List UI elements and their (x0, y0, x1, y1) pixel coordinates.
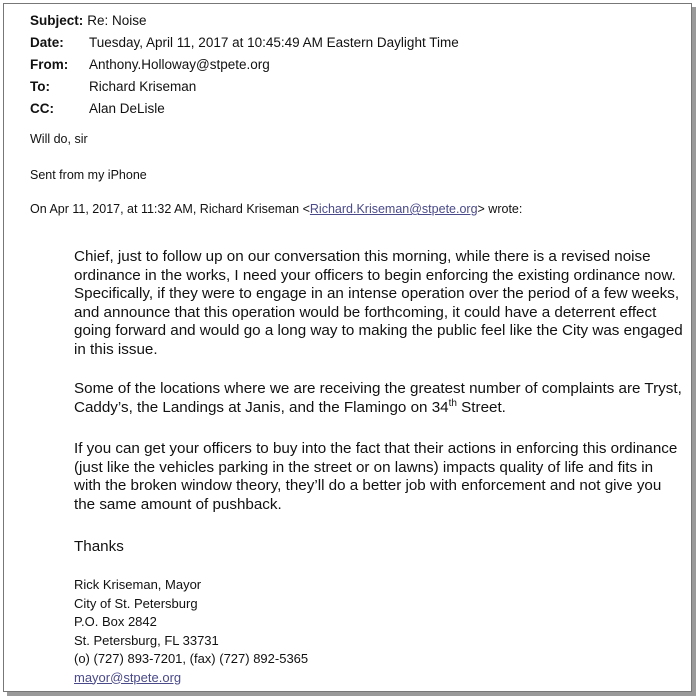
reply-text: Will do, sir (30, 132, 88, 146)
signature-email-link[interactable]: mayor@stpete.org (74, 669, 182, 685)
signature-box: P.O. Box 2842 (74, 614, 157, 629)
signature-phone: (o) (727) 893-7201, (fax) (727) 892-5365 (74, 651, 309, 666)
cc-row (30, 98, 459, 120)
to-row (30, 76, 459, 98)
from-value: Anthony.Holloway@stpete.org (89, 57, 270, 72)
paragraph-2-text (74, 380, 684, 417)
quote-suffix: > wrote: (477, 202, 523, 216)
cc-value: Alan DeLisle (89, 101, 165, 116)
subject-label: Subject: (30, 13, 84, 28)
thanks-text: Thanks (74, 538, 124, 555)
reply-signature: Sent from my iPhone (30, 168, 147, 182)
date-row (30, 32, 459, 54)
signature-block (74, 576, 308, 687)
date-label: Date: (30, 35, 64, 50)
quote-attribution (30, 202, 522, 216)
quoted-email-link[interactable]: Richard.Kriseman@stpete.org (309, 202, 478, 216)
paragraph-3 (74, 440, 684, 514)
signature-name: Rick Kriseman, Mayor (74, 577, 202, 592)
paragraph-2 (74, 380, 684, 417)
from-label: From: (30, 57, 69, 72)
from-row (30, 54, 459, 76)
email-header (30, 10, 459, 120)
paragraph-1-text: Chief, just to follow up on our conversation this morning, while there is a revised noise ordinance in the works, I need your officers to begin enforcing the existing ordinance now. Specifically, if they were to engage in an intense operation over the period of a few weeks, and announce that this operation would be forthcoming, it could have a deterrent effect going forward and would go a long way to making the public feel like the City was engaged in this issue. (74, 248, 683, 358)
email-document (3, 3, 692, 692)
quote-prefix: On Apr 11, 2017, at 11:32 AM, Richard Kriseman < (30, 202, 310, 216)
subject-value: Re: Noise (87, 13, 147, 28)
thanks-line (74, 538, 684, 557)
ordinal-superscript: th (448, 397, 457, 409)
paragraph-2-main: Some of the locations where we are receiving the greatest number of complaints are Tryst, Caddy’s, the Landings at Janis, and the Flamingo on 34 (74, 380, 682, 416)
to-label: To: (30, 79, 50, 94)
cc-label: CC: (30, 101, 54, 116)
date-value: Tuesday, April 11, 2017 at 10:45:49 AM Eastern Daylight Time (89, 35, 459, 50)
signature-org: City of St. Petersburg (74, 595, 198, 611)
paragraph-2-end: Street. (456, 398, 506, 416)
signature-city: St. Petersburg, FL 33731 (74, 632, 219, 648)
subject-row (30, 10, 459, 32)
paragraph-3-text: If you can get your officers to buy into the fact that their actions in enforcing this ordinance (just like the vehicles parking in the street or on lawns) impacts quality of life and fits in with the broken window theory, they’ll do a better job with enforcement and not give you the same amount of pushback. (74, 440, 678, 513)
paragraph-1 (74, 248, 684, 359)
to-value: Richard Kriseman (89, 79, 197, 94)
